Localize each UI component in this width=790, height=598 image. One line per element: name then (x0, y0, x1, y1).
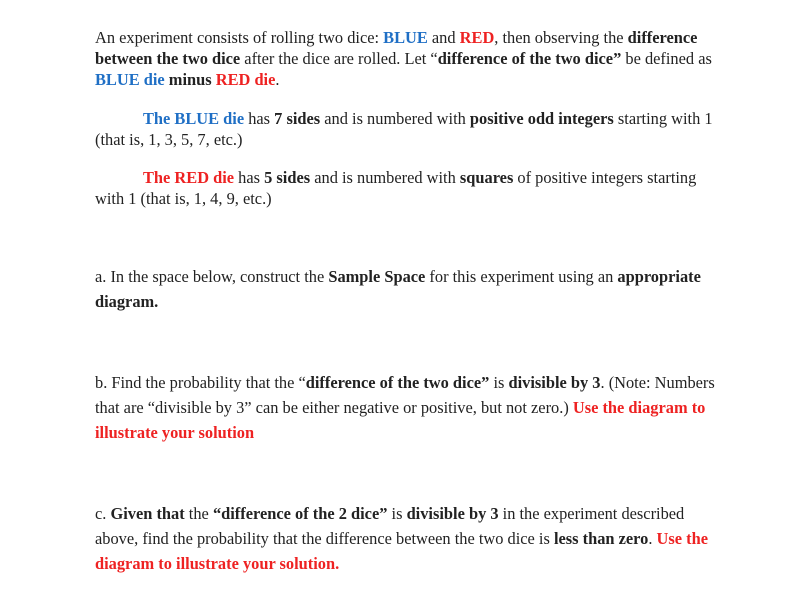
question-text: is (387, 504, 407, 523)
intro-paragraph (95, 27, 720, 90)
question-text: . (648, 529, 657, 548)
difference-term: difference between the two dice (95, 28, 698, 68)
instruction-red: Use the diagram to illustrate your solution (95, 398, 706, 442)
red-die-label: RED die (215, 70, 276, 89)
divisible-term: divisible by 3 (508, 373, 601, 392)
difference-term: difference of the two dice” (305, 373, 490, 392)
instruction-red: Use the diagram to illustrate your solution. (95, 529, 708, 573)
question-text: in the experiment described above, find the probability that the difference between the two dice is (95, 504, 685, 548)
blue-label: BLUE (383, 28, 428, 47)
question-text: b. Find the probability that the “ (95, 373, 306, 392)
desc-text: and is numbered with (310, 168, 460, 187)
question-c (95, 501, 720, 576)
blue-die-sides: 7 sides (274, 109, 321, 128)
desc-text: starting with 1 (that is, 1, 3, 5, 7, etc.) (95, 109, 713, 149)
question-text: the (184, 504, 213, 523)
diagram-term: appropriate diagram. (95, 267, 701, 311)
intro-text: and (427, 28, 460, 47)
desc-text: has (244, 109, 275, 128)
minus-term: minus (168, 70, 212, 89)
desc-text: has (234, 168, 265, 187)
divisible-term: divisible by 3 (406, 504, 499, 523)
blue-die-label: BLUE die (95, 70, 165, 89)
blue-die-title: The BLUE die (143, 109, 245, 128)
intro-text: be defined as (621, 49, 712, 68)
red-die-kind: squares (459, 168, 514, 187)
question-text: for this experiment using an (425, 267, 618, 286)
blue-die-kind: positive odd integers (469, 109, 614, 128)
red-die-description (95, 167, 720, 209)
question-text: a. In the space below, construct the (95, 267, 329, 286)
difference-term: “difference of the 2 dice” (212, 504, 388, 523)
given-term: Given that (110, 504, 185, 523)
desc-text: and is numbered with (320, 109, 470, 128)
sample-space-term: Sample Space (328, 267, 426, 286)
question-text: c. (95, 504, 111, 523)
red-die-sides: 5 sides (264, 168, 311, 187)
red-die-title: The RED die (143, 168, 235, 187)
question-text: is (489, 373, 509, 392)
blue-die-description (95, 108, 720, 150)
intro-text: , then observing the (494, 28, 628, 47)
question-text: . (Note: Numbers that are “divisible by 3” can be either negative or positive, but not zero.) (95, 373, 715, 417)
intro-text: . (275, 70, 280, 89)
less-than-zero-term: less than zero (553, 529, 649, 548)
desc-text: of positive integers starting with 1 (that is, 1, 4, 9, etc.) (95, 168, 697, 208)
question-a (95, 264, 720, 314)
question-b (95, 370, 720, 445)
intro-text: after the dice are rolled. Let “ (240, 49, 438, 68)
red-label: RED (459, 28, 495, 47)
difference-definition: difference of the two dice” (437, 49, 622, 68)
intro-text: An experiment consists of rolling two dice: (95, 28, 384, 47)
